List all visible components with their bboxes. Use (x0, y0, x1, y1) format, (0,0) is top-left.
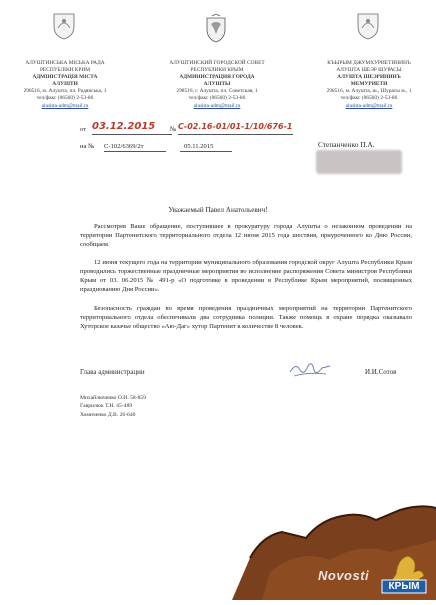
krym-logo (378, 552, 430, 596)
ukr-line3: АДМІНІСТРАЦІЯ МІСТА (32, 74, 98, 81)
ukr-line1: АЛУШТИНСЬКА МІСЬКА РАДА (25, 60, 105, 66)
crt-email-link[interactable]: alushta-adm@mail.ru (345, 102, 393, 109)
crt-line4: МЕМУРИЕТИ (350, 81, 388, 88)
paragraph-3: Безопасность граждан во время проведения праздничных мероприятий на территории Партенитского территориального отдела обеспечивали два сотрудника полиции. Также помощь в охране порядка оказывало Хуторское казачье общество «Аю-Даг» хутор Партенит в количестве 8 человек. (80, 305, 412, 330)
ukr-address: 298516, м. Алушта, пл. Радянська, 1 (23, 88, 107, 95)
ot-number-label: № (170, 126, 177, 133)
incoming-date: 05.11.2015 (184, 143, 214, 150)
crt-phone: тел/факс (06560) 2-53-86 (340, 95, 398, 102)
rus-phone: тел/факс (06560) 2-53-86 (188, 95, 246, 102)
ukr-line4: АЛУШТИ (52, 81, 78, 88)
crt-address: 298516, м. Алушта, ш., Шурасы м., 1 (326, 88, 412, 95)
ot-label: от (80, 126, 87, 133)
crt-line2: АЛУШТА ШЕЭР ШУРАСЫ (336, 67, 402, 74)
ukr-phone: тел/факс (06560) 2-53-86 (36, 95, 94, 102)
rus-line4: АЛУШТЫ (203, 81, 231, 88)
rus-address: 298516, г. Алушта, пл. Советская, 1 (176, 88, 258, 95)
krym-logo-text: КРЫМ (388, 581, 420, 592)
paragraph-2: 12 июня текущего года на территории муниципального образования городской округ Алушта Республики Крым проводились торжественные праздничные мероприятия во исполнение распоряжения Совета министров Республики Крым от 03. 06.2015 № 491-р «О подготовке в проведении в Республике Крым мероприятий, посвященных празднованию Дня России». (80, 259, 412, 293)
na-label: на № (80, 143, 95, 150)
crt-line1: КЪЫРЫМ ДЖУМХУРИЕТИНИНЪ (327, 60, 411, 66)
recipient-name: Степанченко П.А. (318, 140, 375, 149)
paragraph-1: Рассмотрев Ваше обращение, поступившее в прокуратуру города Алушты о незаконном проведении на территории Партенитского территориального отдела 12 июня 2015 года шествия, приуроченного ко Дню России, сообщаем. (80, 223, 412, 248)
signer-name: И.И.Сотов (365, 368, 397, 376)
watermark-novosti: Novosti (318, 568, 370, 583)
salutation: Уважаемый Павел Анатольевич! (168, 206, 268, 214)
outgoing-number: С-02.16-01/01-1/10/676-1 (178, 122, 293, 131)
rus-line3: АДМИНИСТРАЦИЯ ГОРОДА (179, 74, 255, 81)
outgoing-date: 03.12.2015 (92, 121, 156, 132)
rus-line2: РЕСПУБЛИКИ КРЫМ (190, 67, 244, 74)
contact-line: Михайлюченко О.Н. 58-859 (80, 395, 146, 401)
contact-line: Хомиченко Д.В. 26-640 (80, 411, 136, 418)
ukr-email-link[interactable]: alushta-adm@mail.ru (41, 102, 89, 109)
incoming-number: С-102/6369/2т (104, 143, 144, 150)
crt-line3: АЛУШТА ШЕЭРИНИНЪ (337, 74, 401, 81)
ukr-line2: РЕСПУБЛІКИ КРИМ (39, 67, 91, 74)
contact-line: Гаврилюк Т.Н. 45-489 (80, 403, 133, 410)
signer-position: Глава администрации (80, 368, 145, 376)
rus-email-link[interactable]: alushta-adm@mail.ru (193, 102, 241, 109)
rus-line1: АЛУШТИНСКИЙ ГОРОДСКОЙ СОВЕТ (169, 60, 265, 66)
